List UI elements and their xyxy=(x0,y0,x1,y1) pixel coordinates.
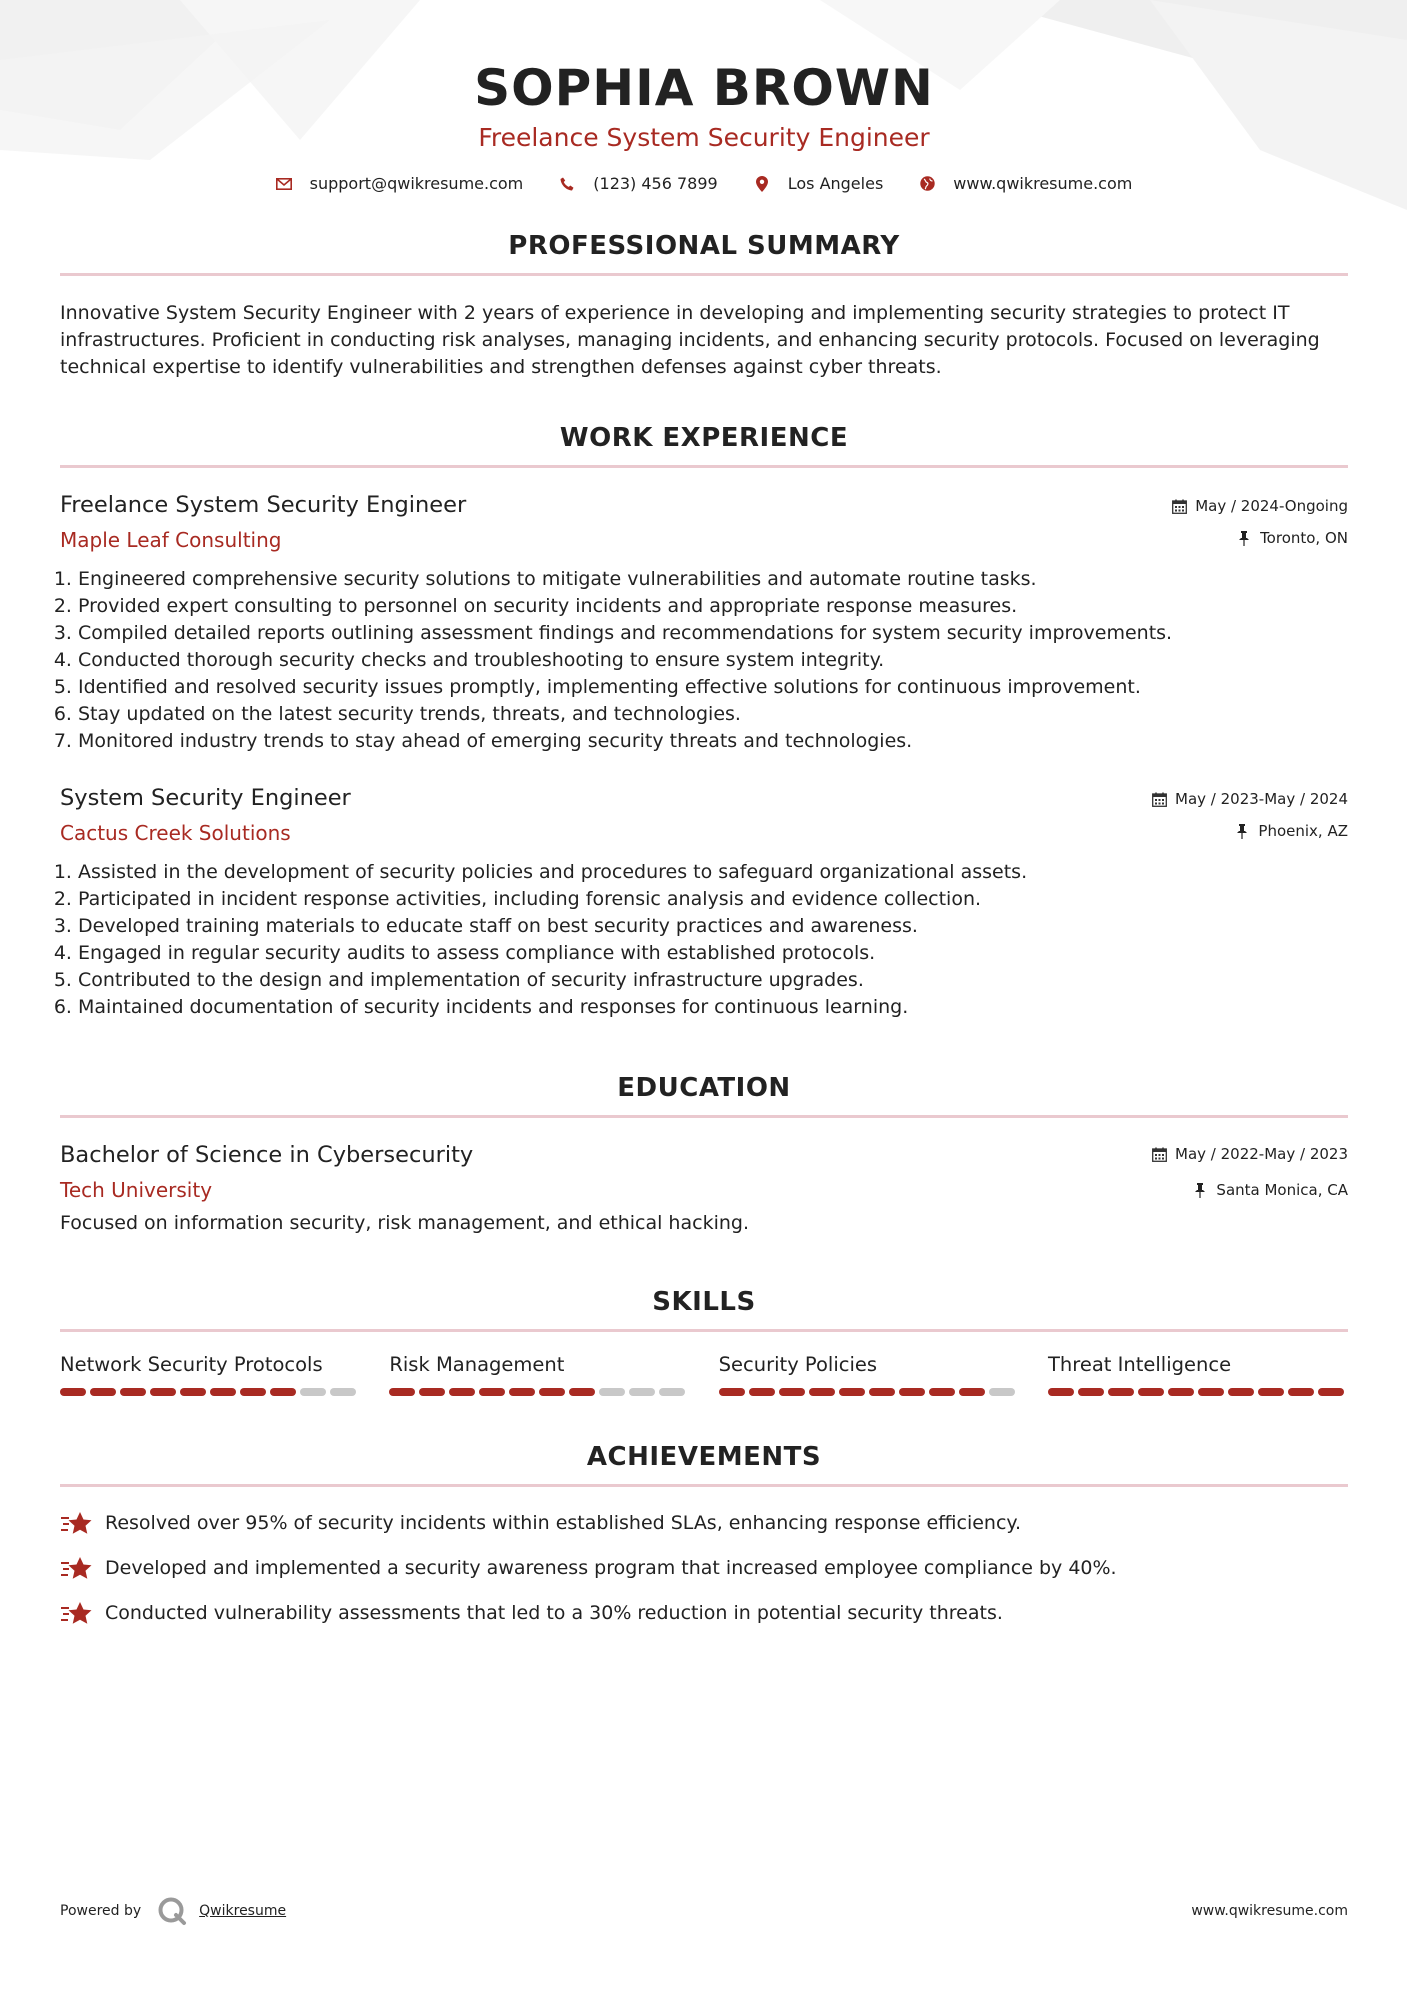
education-heading: EDUCATION xyxy=(617,1073,791,1103)
skill-dot-empty xyxy=(300,1388,326,1396)
globe-icon xyxy=(919,176,935,192)
company-name: Maple Leaf Consulting xyxy=(60,528,282,552)
powered-by xyxy=(60,1896,286,1926)
skill-item xyxy=(719,1352,1019,1396)
achievements-list xyxy=(60,1509,1348,1627)
list-item: 6. Stay updated on the latest security trends, threats, and technologies. xyxy=(78,701,1348,728)
job-entry xyxy=(60,783,1348,1021)
map-pin-icon xyxy=(754,176,770,192)
skill-dot-filled xyxy=(839,1388,865,1396)
skill-item xyxy=(60,1352,360,1396)
achievements-heading: ACHIEVEMENTS xyxy=(586,1442,822,1472)
skill-dot-filled xyxy=(1288,1388,1314,1396)
company-name: Cactus Creek Solutions xyxy=(60,821,291,845)
calendar-icon xyxy=(1151,791,1167,807)
skill-dot-filled xyxy=(479,1388,505,1396)
skill-name: Risk Management xyxy=(389,1353,565,1376)
skills-heading: SKILLS xyxy=(652,1287,756,1317)
skill-dot-filled xyxy=(1108,1388,1134,1396)
skill-dot-filled xyxy=(1138,1388,1164,1396)
section-divider xyxy=(60,1115,1348,1118)
candidate-role: Freelance System Security Engineer xyxy=(478,123,930,152)
skill-dot-filled xyxy=(1048,1388,1074,1396)
skill-rating xyxy=(60,1388,360,1396)
powered-by-label: Powered by xyxy=(60,1903,142,1919)
skill-dot-filled xyxy=(1168,1388,1194,1396)
qwikresume-logo xyxy=(157,1896,187,1926)
job-bullets xyxy=(60,566,1348,755)
school-name: Tech University xyxy=(60,1178,213,1202)
achievement-item xyxy=(60,1599,1348,1627)
pushpin-icon xyxy=(1236,530,1252,546)
star-icon xyxy=(60,1554,94,1582)
list-item: 2. Participated in incident response activities, including forensic analysis and evidence collection. xyxy=(78,886,1348,913)
skill-name: Security Policies xyxy=(718,1353,878,1376)
skill-dot-filled xyxy=(809,1388,835,1396)
page-footer xyxy=(60,1896,1348,1926)
skill-dot-empty xyxy=(629,1388,655,1396)
skill-item xyxy=(1048,1352,1348,1396)
job-location: Toronto, ON xyxy=(1260,529,1348,547)
job-dates: May / 2023-May / 2024 xyxy=(1175,790,1348,808)
skill-dot-filled xyxy=(719,1388,745,1396)
skills-section xyxy=(60,1285,1348,1396)
skill-dot-filled xyxy=(1228,1388,1254,1396)
achievement-text: Conducted vulnerability assessments that led to a 30% reduction in potential security threats. xyxy=(105,1601,1003,1624)
skill-dot-filled xyxy=(959,1388,985,1396)
list-item: 2. Provided expert consulting to personnel on security incidents and appropriate response measures. xyxy=(78,593,1348,620)
brand-link[interactable]: Qwikresume xyxy=(199,1903,287,1919)
skill-dot-filled xyxy=(210,1388,236,1396)
list-item: 5. Contributed to the design and implementation of security infrastructure upgrades. xyxy=(78,967,1348,994)
job-location: Phoenix, AZ xyxy=(1258,822,1348,840)
skill-rating xyxy=(389,1388,689,1396)
skill-name: Network Security Protocols xyxy=(60,1353,323,1376)
skill-rating xyxy=(1048,1388,1348,1396)
skill-item xyxy=(389,1352,689,1396)
calendar-icon xyxy=(1171,498,1187,514)
website-text: www.qwikresume.com xyxy=(953,174,1133,193)
list-item: 4. Engaged in regular security audits to assess compliance with established protocols. xyxy=(78,940,1348,967)
calendar-icon xyxy=(1151,1146,1167,1162)
skills-grid xyxy=(60,1352,1348,1396)
candidate-name: SOPHIA BROWN xyxy=(474,59,934,117)
job-meta xyxy=(1151,783,1348,841)
education-section xyxy=(60,1071,1348,1237)
summary-text: Innovative System Security Engineer with 2 years of experience in developing and implementing security strategies to protect IT infrastructures. Proficient in conducting risk analyses, managing incidents, and enhancing security protocols. Focused on leveraging technical expertise to identify vulnerabilities and strengthen defenses against cyber threats. xyxy=(60,302,1320,378)
skill-dot-filled xyxy=(150,1388,176,1396)
work-section xyxy=(60,421,1348,1021)
education-meta xyxy=(1151,1140,1348,1200)
skill-dot-filled xyxy=(90,1388,116,1396)
contact-bar xyxy=(60,174,1348,193)
education-description: Focused on information security, risk management, and ethical hacking. xyxy=(60,1212,749,1234)
skill-dot-filled xyxy=(60,1388,86,1396)
skill-dot-filled xyxy=(449,1388,475,1396)
skill-dot-filled xyxy=(539,1388,565,1396)
list-item: 5. Identified and resolved security issues promptly, implementing effective solutions for continuous improvement. xyxy=(78,674,1348,701)
star-icon xyxy=(60,1599,94,1627)
achievement-item xyxy=(60,1509,1348,1537)
skill-dot-filled xyxy=(899,1388,925,1396)
contact-location xyxy=(754,174,884,193)
section-divider xyxy=(60,1329,1348,1332)
achievements-section xyxy=(60,1440,1348,1627)
achievement-text: Developed and implemented a security awareness program that increased employee compliance by 40%. xyxy=(105,1556,1117,1579)
skill-dot-empty xyxy=(989,1388,1015,1396)
skill-dot-empty xyxy=(659,1388,685,1396)
list-item: 7. Monitored industry trends to stay ahead of emerging security threats and technologies. xyxy=(78,728,1348,755)
skill-dot-filled xyxy=(569,1388,595,1396)
pushpin-icon xyxy=(1234,823,1250,839)
achievement-item xyxy=(60,1554,1348,1582)
summary-heading: PROFESSIONAL SUMMARY xyxy=(508,231,900,261)
skill-dot-filled xyxy=(1198,1388,1224,1396)
skill-dot-empty xyxy=(330,1388,356,1396)
skill-dot-filled xyxy=(749,1388,775,1396)
job-meta xyxy=(1171,490,1348,548)
education-dates: May / 2022-May / 2023 xyxy=(1175,1145,1348,1163)
work-heading: WORK EXPERIENCE xyxy=(559,423,849,453)
education-entry xyxy=(60,1140,1348,1237)
section-divider xyxy=(60,273,1348,276)
list-item: 6. Maintained documentation of security incidents and responses for continuous learning. xyxy=(78,994,1348,1021)
section-divider xyxy=(60,1484,1348,1487)
skill-rating xyxy=(719,1388,1019,1396)
summary-section xyxy=(60,229,1348,381)
location-text: Los Angeles xyxy=(787,174,884,193)
achievement-text: Resolved over 95% of security incidents within established SLAs, enhancing response efficiency. xyxy=(105,1511,1021,1534)
skill-dot-filled xyxy=(1078,1388,1104,1396)
skill-dot-filled xyxy=(180,1388,206,1396)
skill-dot-filled xyxy=(389,1388,415,1396)
degree-title: Bachelor of Science in Cybersecurity xyxy=(60,1142,474,1168)
envelope-icon xyxy=(276,176,292,192)
contact-website[interactable] xyxy=(919,174,1132,193)
resume-page xyxy=(60,0,1348,1644)
job-bullets xyxy=(60,859,1348,1021)
skill-dot-filled xyxy=(419,1388,445,1396)
skill-name: Threat Intelligence xyxy=(1047,1353,1232,1376)
skill-dot-empty xyxy=(599,1388,625,1396)
skill-dot-filled xyxy=(270,1388,296,1396)
skill-dot-filled xyxy=(779,1388,805,1396)
skill-dot-filled xyxy=(120,1388,146,1396)
list-item: 4. Conducted thorough security checks and troubleshooting to ensure system integrity. xyxy=(78,647,1348,674)
job-title: Freelance System Security Engineer xyxy=(60,492,467,518)
pushpin-icon xyxy=(1192,1182,1208,1198)
footer-website[interactable]: www.qwikresume.com xyxy=(1191,1903,1348,1919)
skill-dot-filled xyxy=(509,1388,535,1396)
skill-dot-filled xyxy=(1318,1388,1344,1396)
section-divider xyxy=(60,465,1348,468)
skill-dot-filled xyxy=(1258,1388,1284,1396)
job-dates: May / 2024-Ongoing xyxy=(1195,497,1348,515)
skill-dot-filled xyxy=(929,1388,955,1396)
skill-dot-filled xyxy=(869,1388,895,1396)
resume-header xyxy=(60,0,1348,193)
list-item: 3. Developed training materials to educate staff on best security practices and awareness. xyxy=(78,913,1348,940)
education-location: Santa Monica, CA xyxy=(1216,1181,1348,1199)
contact-phone[interactable] xyxy=(559,174,717,193)
skill-dot-filled xyxy=(240,1388,266,1396)
email-text: support@qwikresume.com xyxy=(309,174,524,193)
list-item: 1. Engineered comprehensive security solutions to mitigate vulnerabilities and automate routine tasks. xyxy=(78,566,1348,593)
job-title: System Security Engineer xyxy=(60,785,351,811)
job-entry xyxy=(60,490,1348,755)
contact-email[interactable] xyxy=(276,174,524,193)
star-icon xyxy=(60,1509,94,1537)
list-item: 1. Assisted in the development of security policies and procedures to safeguard organizational assets. xyxy=(78,859,1348,886)
list-item: 3. Compiled detailed reports outlining assessment findings and recommendations for system security improvements. xyxy=(78,620,1348,647)
phone-icon xyxy=(559,176,575,192)
phone-text: (123) 456 7899 xyxy=(593,174,718,193)
